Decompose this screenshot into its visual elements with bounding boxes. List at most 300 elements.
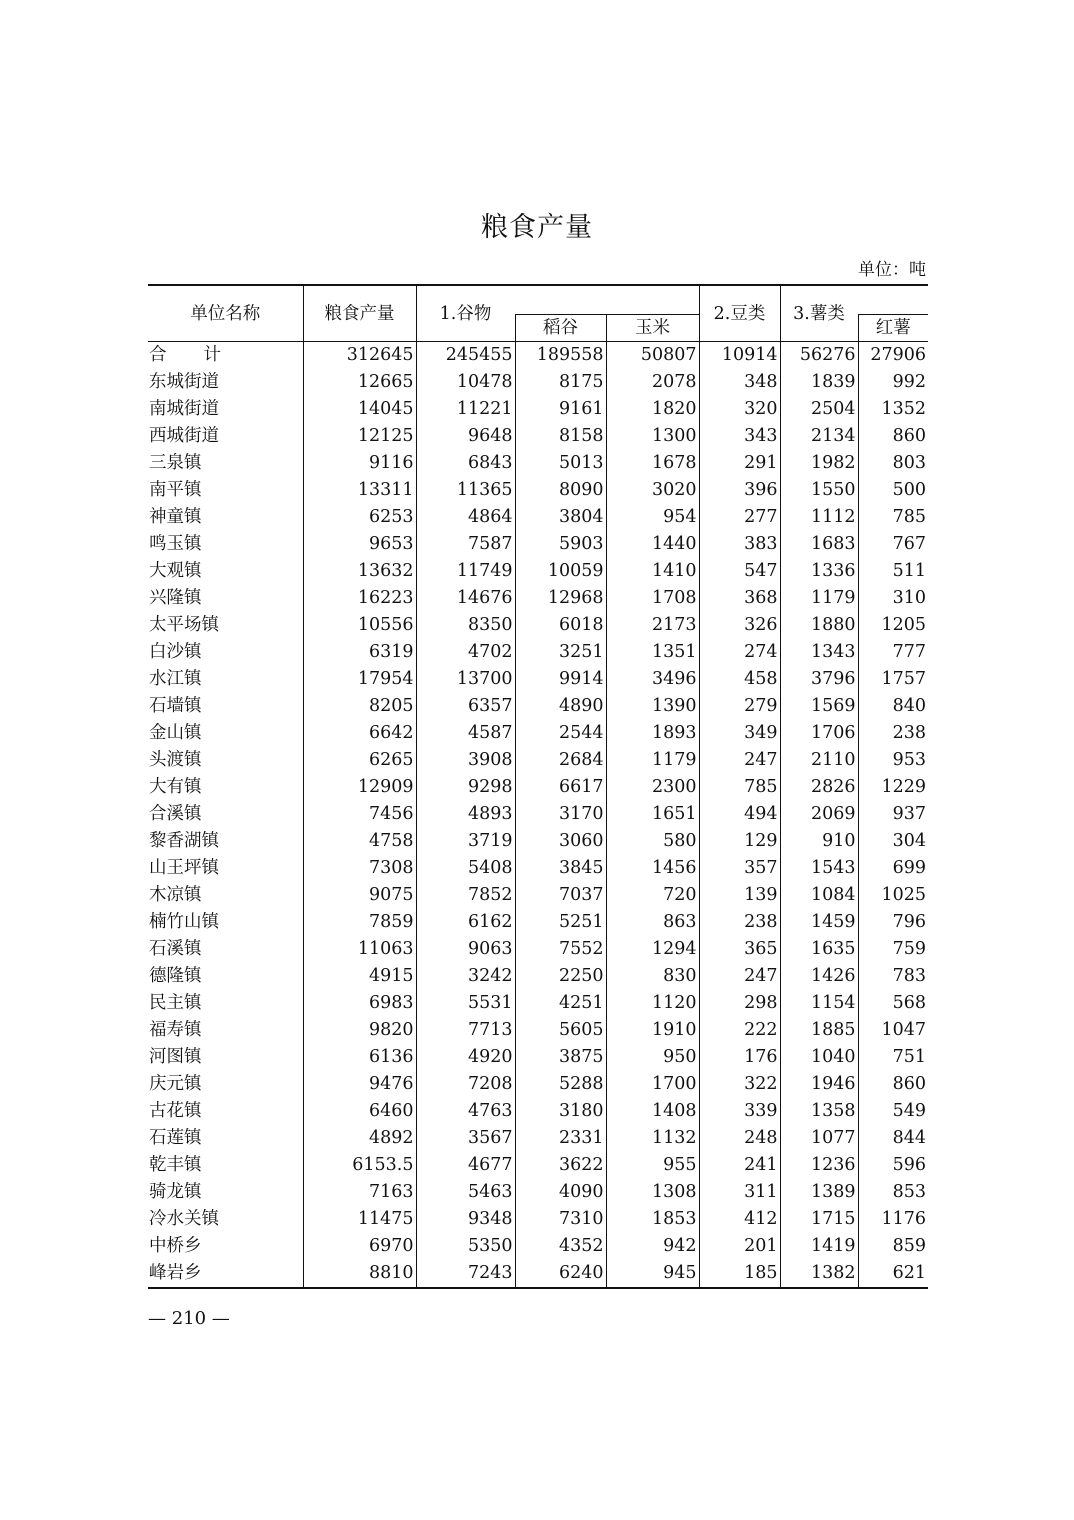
cell-tubers: 2826 [780,774,858,801]
cell-corn: 1853 [606,1206,699,1233]
cell-rice: 4352 [515,1233,606,1260]
cell-grain-total: 4892 [303,1125,416,1152]
cell-rice: 5903 [515,531,606,558]
cell-cereals: 11365 [416,477,515,504]
cell-cereals: 7243 [416,1260,515,1288]
cell-corn: 1132 [606,1125,699,1152]
cell-tubers: 1635 [780,936,858,963]
cell-grain-total: 14045 [303,396,416,423]
table-row [148,423,928,450]
cell-tubers: 1569 [780,693,858,720]
cell-tubers: 1154 [780,990,858,1017]
table-row [148,693,928,720]
cell-rice: 5288 [515,1071,606,1098]
cell-corn: 1651 [606,801,699,828]
table-row [148,801,928,828]
cell-corn: 580 [606,828,699,855]
cell-corn: 1410 [606,558,699,585]
cell-grain-total: 12909 [303,774,416,801]
table-row [148,909,928,936]
cell-cereals: 9063 [416,936,515,963]
cell-beans: 279 [699,693,780,720]
table-row [148,585,928,612]
total-label-left: 合 [149,345,167,365]
cell-grain-total: 11063 [303,936,416,963]
cell-grain-total: 17954 [303,666,416,693]
cell-corn: 1910 [606,1017,699,1044]
cell-sweet-potato: 1352 [858,396,928,423]
cell-cereals: 4893 [416,801,515,828]
cell-grain-total: 8810 [303,1260,416,1288]
cell-tubers: 910 [780,828,858,855]
table-row [148,666,928,693]
row-name: 石莲镇 [149,1128,202,1148]
cell-tubers: 1419 [780,1233,858,1260]
cell-tubers: 1389 [780,1179,858,1206]
row-name: 黎香湖镇 [149,831,219,851]
cell-beans: 277 [699,504,780,531]
cell-sweet-potato: 621 [858,1260,928,1288]
row-name: 峰岩乡 [148,1260,303,1288]
cell-cereals: 3567 [416,1125,515,1152]
cell-corn: 1294 [606,936,699,963]
cell-grain-total: 6970 [303,1233,416,1260]
cell-rice: 5251 [515,909,606,936]
cell-tubers: 1084 [780,882,858,909]
cell-rice: 189558 [515,342,606,370]
cell-beans: 326 [699,612,780,639]
cell-rice: 3180 [515,1098,606,1125]
cell-corn: 1308 [606,1179,699,1206]
cell-grain-total: 7859 [303,909,416,936]
row-name: 福寿镇 [149,1020,202,1040]
cell-sweet-potato: 310 [858,585,928,612]
cell-corn: 942 [606,1233,699,1260]
row-name: 头渡镇 [149,750,202,770]
row-name: 合溪镇 [149,804,202,824]
table-row [148,1125,928,1152]
cell-grain-total: 6983 [303,990,416,1017]
row-name: 三泉镇 [149,453,202,473]
header-beans: 2.豆类 [699,285,780,342]
cell-rice: 10059 [515,558,606,585]
cell-cereals: 5408 [416,855,515,882]
cell-beans: 139 [699,882,780,909]
cell-cereals: 5350 [416,1233,515,1260]
row-name: 中桥乡 [149,1236,202,1256]
cell-grain-total: 13632 [303,558,416,585]
cell-tubers: 2504 [780,396,858,423]
cell-corn: 945 [606,1260,699,1288]
cell-rice: 2250 [515,963,606,990]
cell-rice: 8090 [515,477,606,504]
cell-cereals: 4677 [416,1152,515,1179]
unit-label: 单位：吨 [858,260,926,280]
cell-sweet-potato: 304 [858,828,928,855]
cell-tubers: 1336 [780,558,858,585]
row-name: 乾丰镇 [149,1155,202,1175]
cell-cereals: 6357 [416,693,515,720]
cell-beans: 348 [699,369,780,396]
row-name: 古花镇 [149,1101,202,1121]
row-name: 大有镇 [149,777,202,797]
table-row [148,774,928,801]
cell-rice: 3845 [515,855,606,882]
cell-beans: 320 [699,396,780,423]
cell-beans: 10914 [699,342,780,370]
cell-sweet-potato: 751 [858,1044,928,1071]
cell-grain-total: 12665 [303,369,416,396]
row-name: 南城街道 [149,399,219,419]
cell-rice: 3251 [515,639,606,666]
cell-cereals: 7587 [416,531,515,558]
cell-grain-total: 7308 [303,855,416,882]
cell-cereals: 9348 [416,1206,515,1233]
cell-tubers: 1236 [780,1152,858,1179]
cell-corn: 1700 [606,1071,699,1098]
cell-tubers: 1550 [780,477,858,504]
table-body [148,342,928,1289]
row-name: 庆元镇 [149,1074,202,1094]
cell-rice: 3060 [515,828,606,855]
cell-rice: 9161 [515,396,606,423]
cell-grain-total: 6642 [303,720,416,747]
cell-beans: 176 [699,1044,780,1071]
cell-beans: 241 [699,1152,780,1179]
row-name: 金山镇 [149,723,202,743]
cell-rice: 2684 [515,747,606,774]
cell-cereals: 7208 [416,1071,515,1098]
cell-cereals: 3908 [416,747,515,774]
cell-rice: 6018 [515,612,606,639]
cell-corn: 1893 [606,720,699,747]
grain-output-table [148,284,928,1289]
header-cereals: 1.谷物 [416,285,515,342]
cell-grain-total: 6319 [303,639,416,666]
cell-beans: 368 [699,585,780,612]
cell-beans: 222 [699,1017,780,1044]
cell-corn: 830 [606,963,699,990]
cell-tubers: 2069 [780,801,858,828]
cell-beans: 185 [699,1260,780,1288]
cell-grain-total: 9116 [303,450,416,477]
cell-tubers: 2134 [780,423,858,450]
cell-grain-total: 6253 [303,504,416,531]
table-row [148,504,928,531]
cell-tubers: 1077 [780,1125,858,1152]
cell-rice: 7552 [515,936,606,963]
row-name: 山王坪镇 [149,858,219,878]
cell-beans: 201 [699,1233,780,1260]
header-cereals-sub-spacer [515,285,699,315]
cell-sweet-potato: 853 [858,1179,928,1206]
cell-cereals: 11749 [416,558,515,585]
cell-cereals: 245455 [416,342,515,370]
table-row [148,639,928,666]
cell-grain-total: 11475 [303,1206,416,1233]
row-name: 兴隆镇 [149,588,202,608]
cell-grain-total: 9653 [303,531,416,558]
cell-grain-total: 4758 [303,828,416,855]
header-tubers-sub-spacer [858,285,928,315]
cell-grain-total: 13311 [303,477,416,504]
cell-cereals: 11221 [416,396,515,423]
cell-beans: 458 [699,666,780,693]
cell-tubers: 1426 [780,963,858,990]
cell-grain-total: 6136 [303,1044,416,1071]
cell-rice: 9914 [515,666,606,693]
row-name: 鸣玉镇 [149,534,202,554]
cell-cereals: 9648 [416,423,515,450]
cell-tubers: 1179 [780,585,858,612]
table-row [148,990,928,1017]
cell-tubers: 1112 [780,504,858,531]
page-number: — 210 — [148,1308,230,1329]
table-row [148,1152,928,1179]
cell-cereals: 6162 [416,909,515,936]
cell-sweet-potato: 859 [858,1233,928,1260]
cell-grain-total: 10556 [303,612,416,639]
cell-corn: 1678 [606,450,699,477]
cell-tubers: 1382 [780,1260,858,1288]
cell-sweet-potato: 1176 [858,1206,928,1233]
cell-tubers: 1946 [780,1071,858,1098]
cell-cereals: 10478 [416,369,515,396]
header-unit-name: 单位名称 [148,285,303,342]
cell-corn: 955 [606,1152,699,1179]
cell-beans: 396 [699,477,780,504]
cell-cereals: 4763 [416,1098,515,1125]
cell-beans: 339 [699,1098,780,1125]
cell-rice: 5013 [515,450,606,477]
header-corn: 玉米 [606,315,699,342]
cell-tubers: 1885 [780,1017,858,1044]
cell-corn: 720 [606,882,699,909]
cell-grain-total: 12125 [303,423,416,450]
cell-grain-total: 8205 [303,693,416,720]
cell-corn: 1179 [606,747,699,774]
cell-corn: 1408 [606,1098,699,1125]
cell-sweet-potato: 803 [858,450,928,477]
cell-rice: 2331 [515,1125,606,1152]
cell-cereals: 5531 [416,990,515,1017]
table-row [148,936,928,963]
cell-tubers: 2110 [780,747,858,774]
cell-tubers: 1715 [780,1206,858,1233]
grain-output-table-container [148,284,928,1289]
cell-rice: 4090 [515,1179,606,1206]
cell-cereals: 4702 [416,639,515,666]
cell-tubers: 1343 [780,639,858,666]
cell-corn: 2173 [606,612,699,639]
header-sweet-potato: 红薯 [858,315,928,342]
cell-beans: 129 [699,828,780,855]
cell-rice: 3622 [515,1152,606,1179]
table-row [148,855,928,882]
cell-corn: 954 [606,504,699,531]
cell-rice: 6240 [515,1260,606,1288]
table-row [148,720,928,747]
cell-rice: 7310 [515,1206,606,1233]
table-row [148,882,928,909]
cell-sweet-potato: 759 [858,936,928,963]
cell-grain-total: 9820 [303,1017,416,1044]
cell-rice: 3170 [515,801,606,828]
cell-sweet-potato: 568 [858,990,928,1017]
cell-sweet-potato: 796 [858,909,928,936]
cell-beans: 343 [699,423,780,450]
row-name: 太平场镇 [149,615,219,635]
cell-beans: 274 [699,639,780,666]
cell-sweet-potato: 783 [858,963,928,990]
cell-sweet-potato: 953 [858,747,928,774]
table-row [148,747,928,774]
cell-corn: 863 [606,909,699,936]
cell-sweet-potato: 1025 [858,882,928,909]
cell-grain-total: 312645 [303,342,416,370]
header-rice: 稻谷 [515,315,606,342]
cell-rice: 12968 [515,585,606,612]
table-row [148,558,928,585]
row-name: 水江镇 [149,669,202,689]
cell-tubers: 1040 [780,1044,858,1071]
row-name: 木凉镇 [149,885,202,905]
table-row [148,1044,928,1071]
cell-cereals: 3242 [416,963,515,990]
table-row [148,396,928,423]
cell-sweet-potato: 596 [858,1152,928,1179]
cell-sweet-potato: 777 [858,639,928,666]
cell-sweet-potato: 785 [858,504,928,531]
cell-corn: 50807 [606,342,699,370]
cell-sweet-potato: 860 [858,1071,928,1098]
cell-beans: 247 [699,747,780,774]
cell-tubers: 1459 [780,909,858,936]
cell-rice: 8175 [515,369,606,396]
cell-corn: 1120 [606,990,699,1017]
cell-corn: 3020 [606,477,699,504]
row-name: 白沙镇 [149,642,202,662]
cell-sweet-potato: 844 [858,1125,928,1152]
row-name: 石溪镇 [149,939,202,959]
cell-beans: 383 [699,531,780,558]
cell-beans: 349 [699,720,780,747]
row-name: 楠竹山镇 [149,912,219,932]
table-row [148,1017,928,1044]
cell-cereals: 7852 [416,882,515,909]
cell-cereals: 8350 [416,612,515,639]
cell-cereals: 4864 [416,504,515,531]
cell-cereals: 9298 [416,774,515,801]
cell-tubers: 1706 [780,720,858,747]
cell-cereals: 13700 [416,666,515,693]
table-row [148,1071,928,1098]
row-name: 河图镇 [149,1047,202,1067]
cell-sweet-potato: 937 [858,801,928,828]
table-row [148,1206,928,1233]
cell-beans: 322 [699,1071,780,1098]
cell-sweet-potato: 767 [858,531,928,558]
table-row [148,477,928,504]
cell-grain-total: 6265 [303,747,416,774]
cell-rice: 6617 [515,774,606,801]
table-row [148,612,928,639]
cell-cereals: 14676 [416,585,515,612]
cell-sweet-potato: 1047 [858,1017,928,1044]
cell-beans: 238 [699,909,780,936]
table-row [148,1260,928,1288]
cell-rice: 8158 [515,423,606,450]
row-name: 石墙镇 [149,696,202,716]
cell-sweet-potato: 699 [858,855,928,882]
cell-rice: 2544 [515,720,606,747]
cell-tubers: 1683 [780,531,858,558]
cell-corn: 1300 [606,423,699,450]
table-row [148,963,928,990]
cell-rice: 3804 [515,504,606,531]
row-name: 东城街道 [149,372,219,392]
cell-sweet-potato: 840 [858,693,928,720]
row-name [148,342,303,370]
table-row [148,1179,928,1206]
cell-grain-total: 7456 [303,801,416,828]
table-row [148,531,928,558]
cell-tubers: 3796 [780,666,858,693]
cell-beans: 547 [699,558,780,585]
row-name: 民主镇 [149,993,202,1013]
cell-grain-total: 4915 [303,963,416,990]
table-row [148,369,928,396]
cell-corn: 1456 [606,855,699,882]
cell-cereals: 7713 [416,1017,515,1044]
cell-tubers: 1543 [780,855,858,882]
cell-tubers: 56276 [780,342,858,370]
cell-sweet-potato: 500 [858,477,928,504]
cell-beans: 785 [699,774,780,801]
row-name: 骑龙镇 [149,1182,202,1202]
cell-grain-total: 6460 [303,1098,416,1125]
cell-beans: 494 [699,801,780,828]
table-header [148,285,928,342]
cell-sweet-potato: 860 [858,423,928,450]
cell-corn: 3496 [606,666,699,693]
cell-sweet-potato: 238 [858,720,928,747]
cell-corn: 950 [606,1044,699,1071]
cell-corn: 1440 [606,531,699,558]
cell-sweet-potato: 1757 [858,666,928,693]
cell-corn: 1351 [606,639,699,666]
header-grain-total: 粮食产量 [303,285,416,342]
cell-sweet-potato: 1229 [858,774,928,801]
cell-rice: 4890 [515,693,606,720]
cell-tubers: 1982 [780,450,858,477]
row-name: 德隆镇 [149,966,202,986]
cell-rice: 3875 [515,1044,606,1071]
cell-cereals: 5463 [416,1179,515,1206]
cell-beans: 291 [699,450,780,477]
cell-corn: 1390 [606,693,699,720]
cell-sweet-potato: 549 [858,1098,928,1125]
cell-rice: 4251 [515,990,606,1017]
header-tubers: 3.薯类 [780,285,858,342]
cell-beans: 247 [699,963,780,990]
cell-corn: 1820 [606,396,699,423]
row-name: 南平镇 [149,480,202,500]
table-row [148,1233,928,1260]
cell-sweet-potato: 27906 [858,342,928,370]
row-name: 西城街道 [149,426,219,446]
cell-corn: 2078 [606,369,699,396]
